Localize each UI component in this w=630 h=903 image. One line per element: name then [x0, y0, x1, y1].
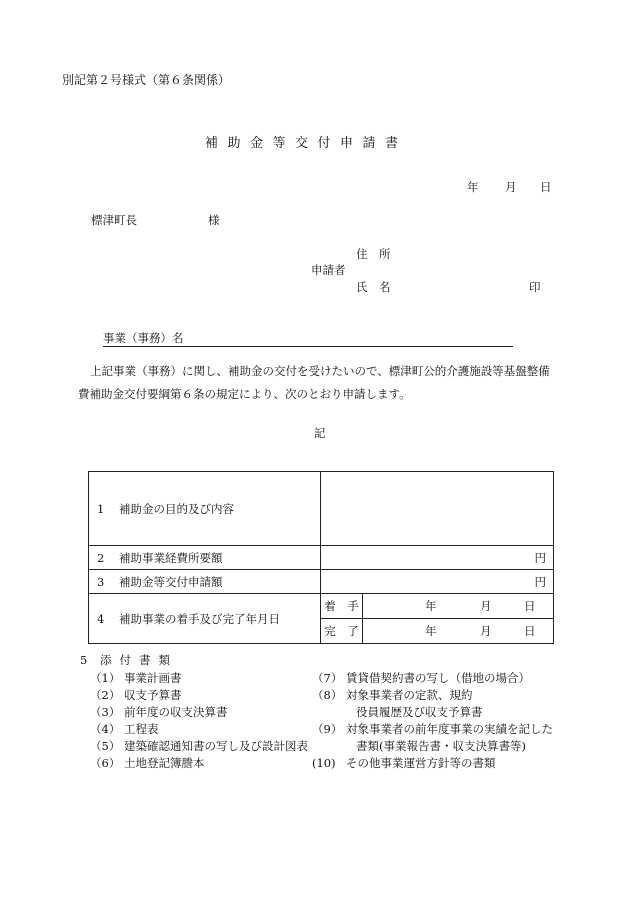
list-item [90, 758, 205, 770]
item-text: 前年度の収支決算書 [124, 705, 228, 719]
cost-value-cell[interactable] [321, 546, 554, 570]
item-text: 書類(事業報告書・収支決算書等) [356, 739, 526, 753]
end-month: 月 [480, 624, 492, 638]
row-text: 補助金等交付申請額 [119, 574, 223, 589]
end-date-cell[interactable] [363, 619, 554, 644]
document-title: 補助金等交付申請書 [205, 136, 408, 151]
yen-unit: 円 [534, 574, 546, 589]
list-item [312, 741, 526, 753]
addressee-name: 標津町長 [91, 213, 137, 227]
list-item [90, 741, 308, 753]
date-year: 年 [467, 180, 479, 194]
row-number: 1 [97, 501, 105, 516]
item-number: (10) [312, 756, 336, 770]
item-text: 事業計画書 [124, 671, 182, 685]
item-number: （8） [312, 688, 343, 702]
list-item [90, 707, 228, 719]
addressee-honorific: 様 [208, 213, 220, 227]
start-day: 日 [524, 599, 536, 613]
row-number: 3 [97, 574, 105, 589]
item-text: 対象事業者の定款、規約 [346, 688, 473, 702]
start-label: 着 手 [321, 594, 363, 619]
item-number: （2） [90, 688, 121, 702]
item-text: 建築確認通知書の写し及び設計図表 [124, 739, 308, 753]
row-label-dates [89, 594, 321, 644]
attachments-heading: 添付書類 [100, 653, 178, 667]
row-number: 4 [97, 611, 105, 626]
item-number: （7） [312, 671, 343, 685]
address-label: 住 所 [356, 247, 391, 261]
end-day: 日 [524, 624, 536, 638]
row-label-purpose [89, 472, 321, 546]
item-number: （3） [90, 705, 121, 719]
item-number: （5） [90, 739, 121, 753]
form-label: 別記第２号様式（第６条関係） [62, 73, 231, 87]
item-text: 土地登記簿謄本 [124, 756, 205, 770]
list-item [312, 724, 553, 736]
row-text: 補助金の目的及び内容 [119, 501, 234, 516]
amount-value-cell[interactable] [321, 570, 554, 594]
start-year: 年 [425, 599, 437, 613]
ki-label: 記 [314, 426, 326, 440]
item-number: （1） [90, 671, 121, 685]
list-item [90, 690, 182, 702]
end-label: 完 了 [321, 619, 363, 644]
item-number: （9） [312, 722, 343, 736]
list-item [312, 673, 530, 685]
row-label-cost [89, 546, 321, 570]
row-label-amount [89, 570, 321, 594]
list-item [90, 673, 182, 685]
item-number: （6） [90, 756, 121, 770]
project-name-underline [103, 346, 513, 347]
attachments-heading-number: 5 [80, 653, 88, 667]
applicant-label: 申請者 [311, 263, 346, 277]
date-day: 日 [540, 180, 552, 194]
row-text: 補助事業経費所要額 [119, 550, 223, 565]
date-month: 月 [505, 180, 517, 194]
start-date-cell[interactable] [363, 594, 554, 619]
name-label: 氏 名 [356, 280, 391, 294]
project-name-label: 事業（事務）名 [103, 331, 184, 345]
start-month: 月 [480, 599, 492, 613]
table-row [89, 546, 554, 570]
item-text: 対象事業者の前年度事業の実績を記した [346, 722, 553, 736]
seal-mark: 印 [529, 280, 541, 294]
end-year: 年 [425, 624, 437, 638]
list-item [312, 758, 496, 770]
item-text: 賃貸借契約書の写し（借地の場合） [346, 671, 530, 685]
row-number: 2 [97, 550, 105, 565]
item-text: 収支予算書 [124, 688, 182, 702]
item-number: （4） [90, 722, 121, 736]
application-table [88, 471, 554, 644]
body-line-1: 上記事業（事務）に関し、補助金の交付を受けたいので、標津町公的介護施設等基盤整備 [90, 364, 550, 378]
body-line-2: 費補助金交付要綱第６条の規定により、次のとおり申請します。 [78, 387, 411, 401]
item-text: 工程表 [124, 722, 159, 736]
list-item [90, 724, 159, 736]
item-text: その他事業運営方針等の書類 [346, 756, 496, 770]
yen-unit: 円 [534, 550, 546, 565]
table-row [89, 594, 554, 619]
list-item [312, 707, 483, 719]
item-text: 役員履歴及び収支予算書 [356, 705, 483, 719]
table-row [89, 472, 554, 546]
purpose-value-cell[interactable] [321, 472, 554, 546]
list-item [312, 690, 473, 702]
row-text: 補助事業の着手及び完了年月日 [119, 611, 280, 626]
table-row [89, 570, 554, 594]
